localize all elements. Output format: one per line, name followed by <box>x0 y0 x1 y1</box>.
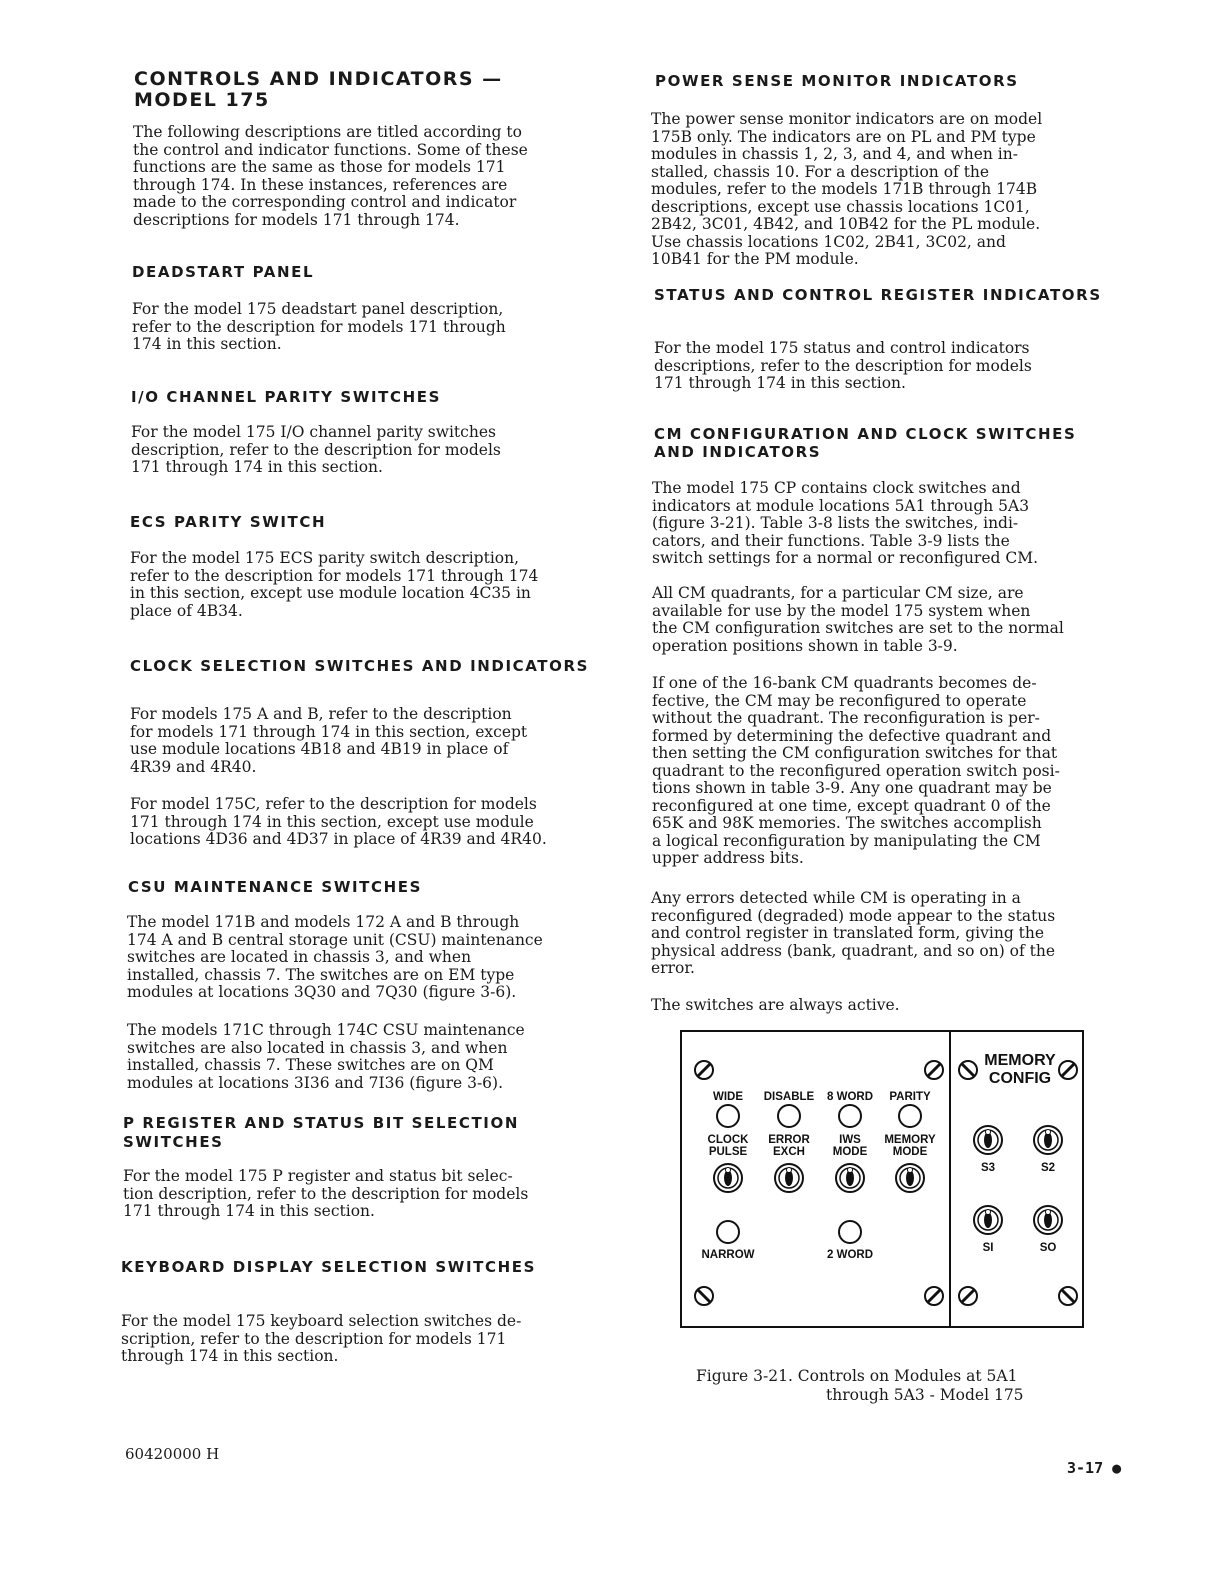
s0-switch-icon <box>1034 1206 1062 1234</box>
label-clock: CLOCK <box>707 1134 749 1146</box>
ecs-paragraph: For the model 175 ECS parity switch description, refer to the description for models 171 through 174 in this section, except use module location 4C35 in place of 4B34. <box>130 549 539 620</box>
screw-icon <box>695 1061 713 1079</box>
cm-config-paragraph-4: Any errors detected while CM is operating in a reconfigured (degraded) mode appear to the status and control register in translated form, giving the physical address (bank, quadrant, and so on) of the error. <box>651 889 1056 977</box>
page-title-line-2: MODEL 175 <box>134 89 270 111</box>
label-disable: DISABLE <box>763 1091 815 1103</box>
cm-config-paragraph-2: All CM quadrants, for a particular CM size, are available for use by the model 175 system when the CM configuration switches are set to the normal operation positions shown in table 3-9. <box>652 584 1064 655</box>
disable-indicator <box>778 1105 800 1127</box>
label-wide: WIDE <box>712 1091 744 1103</box>
csu-paragraph-2: The models 171C through 174C CSU maintenance switches are also located in chassis 3, and when installed, chassis 7. These switches are on QM modules at locations 3I36 and 7I36 (figure 3-6). <box>127 1021 525 1092</box>
s1-switch-icon <box>974 1206 1002 1234</box>
label-s0: SO <box>1039 1242 1057 1254</box>
p-register-paragraph: For the model 175 P register and status bit selec- tion description, refer to the description for models 171 through 174 in this section. <box>123 1167 529 1220</box>
clock-selection-paragraph-1: For models 175 A and B, refer to the description for models 171 through 174 in this section, except use module locations 4B18 and 4B19 in place of 4R39 and 4R40. <box>130 705 528 776</box>
wide-indicator <box>717 1105 739 1127</box>
status-control-heading: STATUS AND CONTROL REGISTER INDICATORS <box>654 286 1102 304</box>
label-narrow: NARROW <box>701 1249 755 1261</box>
label-pulse: PULSE <box>708 1146 748 1158</box>
s3-switch-icon <box>974 1126 1002 1154</box>
screw-icon <box>959 1061 977 1079</box>
screw-icon <box>925 1061 943 1079</box>
label-parity: PARITY <box>889 1091 931 1103</box>
label-error: ERROR <box>768 1134 810 1146</box>
p-register-heading-line-1: P REGISTER AND STATUS BIT SELECTION <box>123 1114 519 1132</box>
label-s3: S3 <box>980 1162 996 1174</box>
screw-icon <box>925 1287 943 1305</box>
label-2-word: 2 WORD <box>827 1249 873 1261</box>
screw-icon <box>1059 1061 1077 1079</box>
figure-caption-line-2: through 5A3 - Model 175 <box>826 1386 1024 1404</box>
screw-icon <box>959 1287 977 1305</box>
screw-icon <box>1059 1287 1077 1305</box>
label-8-word: 8 WORD <box>827 1091 873 1103</box>
memory-config-title-1: MEMORY <box>984 1052 1056 1069</box>
io-channel-paragraph: For the model 175 I/O channel parity switches description, refer to the description for models 171 through 174 in this section. <box>131 423 501 476</box>
power-sense-heading: POWER SENSE MONITOR INDICATORS <box>655 72 1019 90</box>
status-control-paragraph: For the model 175 status and control indicators descriptions, refer to the description for models 171 through 174 in this section. <box>654 339 1032 392</box>
screw-icon <box>695 1287 713 1305</box>
8-word-indicator <box>839 1105 861 1127</box>
ecs-heading: ECS PARITY SWITCH <box>130 513 327 531</box>
module-panel-drawing <box>682 1032 1082 1326</box>
intro-paragraph: The following descriptions are titled according to the control and indicator functions. Some of these functions are the same as those for models 171 through 174. In these instances, references are made to the corresponding control and indicator descriptions for models 171 through 174. <box>133 123 528 229</box>
csu-heading: CSU MAINTENANCE SWITCHES <box>128 878 423 896</box>
cm-config-paragraph-3: If one of the 16-bank CM quadrants becomes de- fective, the CM may be reconfigured to operate without the quadrant. The reconfiguration is per- formed by determining the defective quadrant and then setting the CM configuration switches for that quadrant to the reconfigured operation switch posi- tions shown in table 3-9. Any one quadrant may be reconfigured at one time, except quadrant 0 of the 65K and 98K memories. The switches accomplish a logical reconfiguration by manipulating the CM upper address bits. <box>652 674 1060 867</box>
cm-config-paragraph-5: The switches are always active. <box>651 996 900 1014</box>
keyboard-display-heading: KEYBOARD DISPLAY SELECTION SWITCHES <box>121 1258 536 1276</box>
parity-indicator <box>899 1105 921 1127</box>
error-exch-switch-icon <box>775 1164 803 1192</box>
p-register-heading-line-2: SWITCHES <box>123 1133 224 1151</box>
io-channel-heading: I/O CHANNEL PARITY SWITCHES <box>131 388 441 406</box>
cm-config-heading-line-1: CM CONFIGURATION AND CLOCK SWITCHES <box>654 425 1077 443</box>
memory-mode-switch-icon <box>896 1164 924 1192</box>
label-s1: SI <box>982 1242 994 1254</box>
clock-selection-paragraph-2: For model 175C, refer to the description for models 171 through 174 in this section, except use module locations 4D36 and 4D37 in place of 4R39 and 4R40. <box>130 795 547 848</box>
deadstart-paragraph: For the model 175 deadstart panel description, refer to the description for models 171 through 174 in this section. <box>132 300 506 353</box>
keyboard-display-paragraph: For the model 175 keyboard selection switches de- scription, refer to the description for models 171 through 174 in this section. <box>121 1312 522 1365</box>
label-iws: IWS <box>839 1134 861 1146</box>
2-word-indicator <box>839 1221 861 1243</box>
iws-mode-switch-icon <box>836 1164 864 1192</box>
narrow-indicator <box>717 1221 739 1243</box>
module-controls-figure <box>680 1030 1084 1328</box>
label-memory: MEMORY <box>884 1134 936 1146</box>
power-sense-paragraph: The power sense monitor indicators are on model 175B only. The indicators are on PL and PM type modules in chassis 1, 2, 3, and 4, and when in- stalled, chassis 10. For a description of the modules, refer to the models 171B through 174B descriptions, except use chassis locations 1C01, 2B42, 3C01, 4B42, and 10B42 for the PL module. Use chassis locations 1C02, 2B41, 3C02, and 10B41 for the PM module. <box>651 110 1043 268</box>
page-title-line-1: CONTROLS AND INDICATORS — <box>134 68 503 90</box>
clock-pulse-switch-icon <box>714 1164 742 1192</box>
cm-config-paragraph-1: The model 175 CP contains clock switches and indicators at module locations 5A1 through 5A3 (figure 3-21). Table 3-8 lists the switches, indi- cators, and their functions. Table 3-9 lists the switch settings for a normal or reconfigured CM. <box>652 479 1039 567</box>
label-iws-mode: MODE <box>832 1146 868 1158</box>
deadstart-heading: DEADSTART PANEL <box>132 263 315 281</box>
cm-config-heading-line-2: AND INDICATORS <box>654 443 822 461</box>
document-number: 60420000 H <box>125 1445 220 1463</box>
clock-selection-heading: CLOCK SELECTION SWITCHES AND INDICATORS <box>130 657 590 675</box>
csu-paragraph-1: The model 171B and models 172 A and B through 174 A and B central storage unit (CSU) maintenance switches are located in chassis 3, and when installed, chassis 7. The switches are on EM type modules at locations 3Q30 and 7Q30 (figure 3-6). <box>127 913 543 1001</box>
figure-caption-line-1: Figure 3-21. Controls on Modules at 5A1 <box>696 1367 1018 1385</box>
page-number: 3-17 ● <box>1067 1459 1122 1477</box>
label-exch: EXCH <box>773 1146 805 1158</box>
memory-config-title-2: CONFIG <box>988 1070 1052 1087</box>
label-s2: S2 <box>1040 1162 1056 1174</box>
s2-switch-icon <box>1034 1126 1062 1154</box>
label-memory-mode: MODE <box>892 1146 928 1158</box>
